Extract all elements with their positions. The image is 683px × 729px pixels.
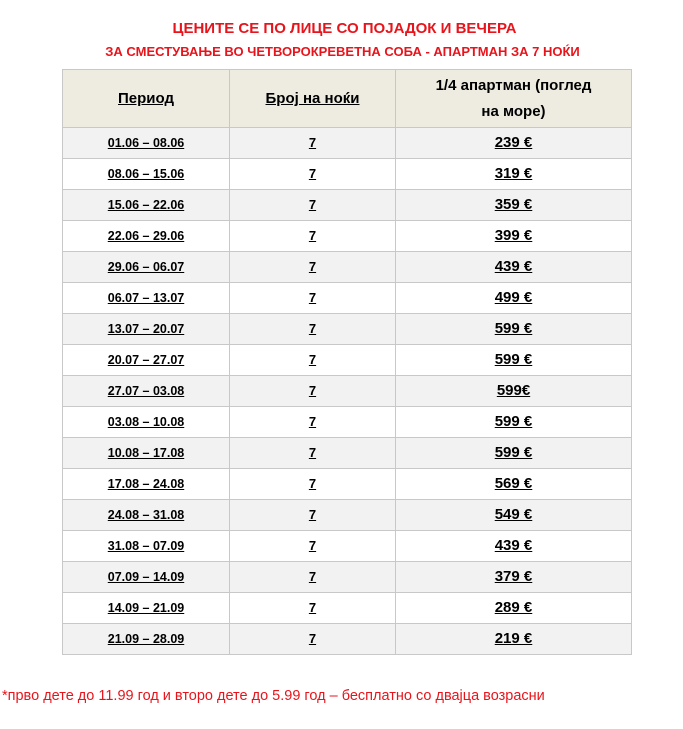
table-row [63, 531, 632, 562]
period-cell [63, 438, 230, 469]
nights-cell [230, 562, 396, 593]
nights-cell [230, 314, 396, 345]
nights-cell-value: 7 [308, 631, 317, 646]
table-row [63, 562, 632, 593]
period-cell [63, 376, 230, 407]
price-cell-value: 239 € [494, 134, 533, 151]
price-cell [396, 438, 632, 469]
table-row [63, 438, 632, 469]
period-cell [63, 314, 230, 345]
period-cell [63, 221, 230, 252]
nights-cell [230, 469, 396, 500]
period-cell-value: 31.08 – 07.09 [107, 539, 185, 553]
period-cell-value: 06.07 – 13.07 [107, 291, 185, 305]
table-header-row [63, 70, 632, 128]
nights-cell-value: 7 [308, 166, 317, 181]
nights-cell [230, 159, 396, 190]
price-cell-value: 499 € [494, 289, 533, 306]
nights-cell [230, 500, 396, 531]
nights-cell-value: 7 [308, 383, 317, 398]
period-cell-value: 03.08 – 10.08 [107, 415, 185, 429]
price-cell [396, 345, 632, 376]
period-cell [63, 531, 230, 562]
table-row [63, 593, 632, 624]
nights-cell [230, 531, 396, 562]
price-cell [396, 190, 632, 221]
column-header-nights [230, 70, 396, 128]
period-cell-value: 14.09 – 21.09 [107, 601, 185, 615]
column-header-room-line1: 1/4 апартман (поглед [435, 76, 592, 94]
price-cell-value: 599 € [494, 444, 533, 461]
nights-cell [230, 438, 396, 469]
price-cell [396, 283, 632, 314]
table-row [63, 283, 632, 314]
period-cell [63, 128, 230, 159]
price-cell-value: 599 € [494, 413, 533, 430]
nights-cell-value: 7 [308, 290, 317, 305]
price-cell-value: 569 € [494, 475, 533, 492]
period-cell [63, 562, 230, 593]
price-cell-value: 599€ [496, 382, 531, 399]
column-header-nights-label: Број на ноќи [265, 90, 360, 107]
nights-cell [230, 345, 396, 376]
price-cell [396, 159, 632, 190]
table-row [63, 345, 632, 376]
nights-cell-value: 7 [308, 569, 317, 584]
period-cell-value: 17.08 – 24.08 [107, 477, 185, 491]
table-row [63, 500, 632, 531]
price-cell [396, 624, 632, 655]
nights-cell-value: 7 [308, 445, 317, 460]
price-cell [396, 314, 632, 345]
table-row [63, 190, 632, 221]
nights-cell-value: 7 [308, 476, 317, 491]
period-cell [63, 159, 230, 190]
period-cell [63, 252, 230, 283]
price-table [62, 69, 632, 655]
nights-cell-value: 7 [308, 135, 317, 150]
price-cell-value: 439 € [494, 258, 533, 275]
period-cell-value: 08.06 – 15.06 [107, 167, 185, 181]
table-row [63, 469, 632, 500]
column-header-period [63, 70, 230, 128]
table-row [63, 624, 632, 655]
price-cell-value: 439 € [494, 537, 533, 554]
nights-cell [230, 283, 396, 314]
page-subtitle: ЗА СМЕСТУВАЊЕ ВО ЧЕТВОРОКРЕВЕТНА СОБА - АПАРТМАН ЗА 7 НОЌИ [105, 44, 580, 59]
nights-cell-value: 7 [308, 197, 317, 212]
price-cell-value: 289 € [494, 599, 533, 616]
nights-cell-value: 7 [308, 228, 317, 243]
period-cell-value: 22.06 – 29.06 [107, 229, 185, 243]
footnote: *прво дете до 11.99 год и второ дете до 5.99 год – бесплатно со двајца возрасни [2, 688, 545, 704]
price-cell [396, 531, 632, 562]
price-cell-value: 599 € [494, 351, 533, 368]
price-cell-value: 379 € [494, 568, 533, 585]
price-cell-value: 359 € [494, 196, 533, 213]
period-cell [63, 345, 230, 376]
table-row [63, 252, 632, 283]
table-row [63, 159, 632, 190]
period-cell-value: 15.06 – 22.06 [107, 198, 185, 212]
price-cell [396, 593, 632, 624]
period-cell-value: 27.07 – 03.08 [107, 384, 185, 398]
price-cell-value: 319 € [494, 165, 533, 182]
price-cell [396, 562, 632, 593]
price-cell-value: 399 € [494, 227, 533, 244]
period-cell [63, 624, 230, 655]
nights-cell-value: 7 [308, 352, 317, 367]
table-body [63, 128, 632, 655]
nights-cell-value: 7 [308, 259, 317, 274]
column-header-room [396, 70, 632, 128]
column-header-room-line2: на море) [481, 102, 546, 120]
period-cell [63, 593, 230, 624]
period-cell [63, 500, 230, 531]
period-cell-value: 24.08 – 31.08 [107, 508, 185, 522]
table-row [63, 376, 632, 407]
period-cell [63, 407, 230, 438]
nights-cell-value: 7 [308, 600, 317, 615]
nights-cell-value: 7 [308, 538, 317, 553]
nights-cell-value: 7 [308, 321, 317, 336]
price-cell [396, 500, 632, 531]
nights-cell [230, 128, 396, 159]
nights-cell [230, 190, 396, 221]
price-cell-value: 599 € [494, 320, 533, 337]
period-cell-value: 01.06 – 08.06 [107, 136, 185, 150]
price-cell-value: 549 € [494, 506, 533, 523]
table-row [63, 314, 632, 345]
period-cell [63, 190, 230, 221]
nights-cell-value: 7 [308, 507, 317, 522]
period-cell [63, 283, 230, 314]
price-cell [396, 376, 632, 407]
price-cell [396, 252, 632, 283]
period-cell-value: 29.06 – 06.07 [107, 260, 185, 274]
nights-cell [230, 252, 396, 283]
period-cell-value: 10.08 – 17.08 [107, 446, 185, 460]
table-row [63, 128, 632, 159]
period-cell-value: 13.07 – 20.07 [107, 322, 185, 336]
page-title: ЦЕНИТЕ СЕ ПО ЛИЦЕ СО ПОЈАДОК И ВЕЧЕРА [172, 20, 517, 37]
nights-cell [230, 376, 396, 407]
price-cell [396, 469, 632, 500]
price-cell-value: 219 € [494, 630, 533, 647]
price-cell [396, 221, 632, 252]
nights-cell [230, 593, 396, 624]
table-row [63, 221, 632, 252]
period-cell-value: 07.09 – 14.09 [107, 570, 185, 584]
table-row [63, 407, 632, 438]
nights-cell [230, 624, 396, 655]
nights-cell [230, 407, 396, 438]
price-cell [396, 128, 632, 159]
column-header-period-label: Период [118, 90, 174, 107]
period-cell-value: 20.07 – 27.07 [107, 353, 185, 367]
period-cell [63, 469, 230, 500]
period-cell-value: 21.09 – 28.09 [107, 632, 185, 646]
nights-cell-value: 7 [308, 414, 317, 429]
price-cell [396, 407, 632, 438]
nights-cell [230, 221, 396, 252]
